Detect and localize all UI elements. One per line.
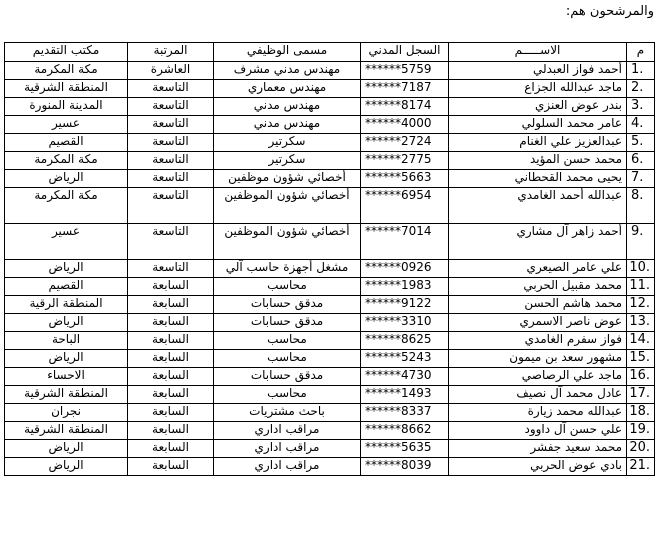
table-row (5, 332, 655, 350)
table-row (5, 80, 655, 98)
cell-num: .11 (627, 278, 655, 296)
cell-job: مدقق حسابات (214, 314, 361, 332)
cell-id: 8174****** (361, 98, 449, 116)
cell-num: .4 (627, 116, 655, 134)
table-row (5, 404, 655, 422)
table-header-row (5, 43, 655, 62)
cell-id: 4730****** (361, 368, 449, 386)
header-job: مسمى الوظيفي (214, 43, 361, 62)
cell-num: .21 (627, 458, 655, 476)
cell-office: المنطقة الشرقية (5, 386, 128, 404)
table-row (5, 314, 655, 332)
cell-num: .2 (627, 80, 655, 98)
table-row (5, 116, 655, 134)
cell-rank: السابعة (128, 314, 214, 332)
cell-job: سكرتير (214, 152, 361, 170)
cell-rank: السابعة (128, 368, 214, 386)
cell-office: الاحساء (5, 368, 128, 386)
header-office: مكتب التقديم (5, 43, 128, 62)
cell-id: 5663****** (361, 170, 449, 188)
cell-rank: التاسعة (128, 98, 214, 116)
table-row (5, 350, 655, 368)
cell-rank: السابعة (128, 386, 214, 404)
cell-rank: السابعة (128, 404, 214, 422)
cell-job: مراقب اداري (214, 458, 361, 476)
table-row (5, 98, 655, 116)
cell-id: 2724****** (361, 134, 449, 152)
cell-rank: التاسعة (128, 260, 214, 278)
cell-job: مهندس مدني مشرف (214, 62, 361, 80)
cell-name: محمد هاشم الحسن (449, 296, 627, 314)
cell-name: ماجد عبدالله الجزاع (449, 80, 627, 98)
cell-id: 5243****** (361, 350, 449, 368)
table-row (5, 458, 655, 476)
cell-job: محاسب (214, 332, 361, 350)
cell-office: الرياض (5, 170, 128, 188)
cell-name: عادل محمد آل نصيف (449, 386, 627, 404)
table-row (5, 440, 655, 458)
cell-office: مكة المكرمة (5, 62, 128, 80)
cell-num: .18 (627, 404, 655, 422)
cell-id: 2775****** (361, 152, 449, 170)
cell-id: 0926****** (361, 260, 449, 278)
cell-name: محمد حسن المؤيد (449, 152, 627, 170)
cell-rank: السابعة (128, 440, 214, 458)
cell-num: .13 (627, 314, 655, 332)
cell-name: أحمد فواز العبدلي (449, 62, 627, 80)
cell-num: .20 (627, 440, 655, 458)
cell-rank: السابعة (128, 350, 214, 368)
cell-job: محاسب (214, 350, 361, 368)
cell-id: 6954****** (361, 188, 449, 224)
cell-num: .10 (627, 260, 655, 278)
cell-rank: التاسعة (128, 134, 214, 152)
cell-job: محاسب (214, 386, 361, 404)
cell-num: .5 (627, 134, 655, 152)
cell-num: .1 (627, 62, 655, 80)
cell-name: عبدالله محمد زيارة (449, 404, 627, 422)
table-row (5, 386, 655, 404)
cell-job: باحث مشتريات (214, 404, 361, 422)
cell-rank: السابعة (128, 422, 214, 440)
table-row (5, 188, 655, 224)
header-name: الاســـــم (449, 43, 627, 62)
cell-num: .17 (627, 386, 655, 404)
cell-num: .8 (627, 188, 655, 224)
cell-job: مدقق حسابات (214, 368, 361, 386)
table-row (5, 368, 655, 386)
cell-name: مشهور سعد بن ميمون (449, 350, 627, 368)
cell-rank: السابعة (128, 278, 214, 296)
candidates-table (4, 42, 655, 476)
cell-office: القصيم (5, 134, 128, 152)
table-row (5, 260, 655, 278)
cell-rank: العاشرة (128, 62, 214, 80)
cell-office: عسير (5, 116, 128, 134)
cell-num: .7 (627, 170, 655, 188)
cell-job: أخصائي شؤون الموظفين (214, 188, 361, 224)
intro-text: والمرشحون هم: (565, 4, 654, 19)
cell-name: ماجد علي الرصاصي (449, 368, 627, 386)
cell-rank: التاسعة (128, 116, 214, 134)
cell-office: مكة المكرمة (5, 188, 128, 224)
cell-name: أحمد زاهر آل مشاري (449, 224, 627, 260)
cell-name: محمد سعيد جفشر (449, 440, 627, 458)
table-row (5, 134, 655, 152)
cell-id: 8039****** (361, 458, 449, 476)
cell-office: الرياض (5, 440, 128, 458)
cell-rank: السابعة (128, 332, 214, 350)
cell-num: .19 (627, 422, 655, 440)
cell-office: المنطقة الرقية (5, 296, 128, 314)
cell-id: 8662****** (361, 422, 449, 440)
cell-name: فواز سفرم الغامدي (449, 332, 627, 350)
cell-name: بندر عوض العنزي (449, 98, 627, 116)
cell-id: 9122****** (361, 296, 449, 314)
cell-job: أخصائي شؤون موظفين (214, 170, 361, 188)
cell-job: مراقب اداري (214, 440, 361, 458)
cell-id: 5635****** (361, 440, 449, 458)
cell-num: .14 (627, 332, 655, 350)
cell-num: .12 (627, 296, 655, 314)
cell-job: مدقق حسابات (214, 296, 361, 314)
cell-id: 8625****** (361, 332, 449, 350)
header-id: السجل المدني (361, 43, 449, 62)
cell-office: الرياض (5, 260, 128, 278)
cell-job: مهندس مدني (214, 98, 361, 116)
cell-job: سكرتير (214, 134, 361, 152)
cell-num: .15 (627, 350, 655, 368)
cell-job: مهندس معماري (214, 80, 361, 98)
table-row (5, 422, 655, 440)
cell-name: عوض ناصر الاسمري (449, 314, 627, 332)
cell-name: علي حسن آل داوود (449, 422, 627, 440)
cell-office: الباحة (5, 332, 128, 350)
cell-name: يحيى محمد القحطاني (449, 170, 627, 188)
cell-rank: السابعة (128, 458, 214, 476)
cell-rank: السابعة (128, 296, 214, 314)
cell-id: 4000****** (361, 116, 449, 134)
cell-rank: التاسعة (128, 152, 214, 170)
cell-num: .16 (627, 368, 655, 386)
cell-id: 1983****** (361, 278, 449, 296)
cell-id: 7014****** (361, 224, 449, 260)
cell-office: الرياض (5, 314, 128, 332)
cell-job: مراقب اداري (214, 422, 361, 440)
cell-name: عبدالله أحمد الغامدي (449, 188, 627, 224)
cell-office: المدينة المنورة (5, 98, 128, 116)
cell-office: القصيم (5, 278, 128, 296)
cell-num: .3 (627, 98, 655, 116)
cell-name: علي عامر الصيعري (449, 260, 627, 278)
cell-id: 3310****** (361, 314, 449, 332)
cell-name: عبدالعزيز علي الغنام (449, 134, 627, 152)
cell-name: بادي عوض الحربي (449, 458, 627, 476)
table-row (5, 278, 655, 296)
cell-office: نجران (5, 404, 128, 422)
cell-job: مهندس مدني (214, 116, 361, 134)
cell-office: الرياض (5, 458, 128, 476)
cell-id: 1493****** (361, 386, 449, 404)
cell-rank: التاسعة (128, 80, 214, 98)
header-rank: المرتبة (128, 43, 214, 62)
cell-office: المنطقة الشرقية (5, 422, 128, 440)
table-row (5, 152, 655, 170)
cell-rank: التاسعة (128, 188, 214, 224)
cell-id: 5759****** (361, 62, 449, 80)
cell-office: عسير (5, 224, 128, 260)
cell-id: 7187****** (361, 80, 449, 98)
table-row (5, 296, 655, 314)
table-row (5, 170, 655, 188)
cell-office: مكة المكرمة (5, 152, 128, 170)
cell-name: محمد مقبيل الحربي (449, 278, 627, 296)
cell-name: عامر محمد السلولي (449, 116, 627, 134)
table-row (5, 224, 655, 260)
cell-office: المنطقة الشرقية (5, 80, 128, 98)
cell-num: .9 (627, 224, 655, 260)
cell-job: محاسب (214, 278, 361, 296)
cell-rank: التاسعة (128, 170, 214, 188)
table-row (5, 62, 655, 80)
cell-job: مشغل أجهزة حاسب آلي (214, 260, 361, 278)
cell-job: أخصائي شؤون الموظفين (214, 224, 361, 260)
header-num: م (627, 43, 655, 62)
cell-id: 8337****** (361, 404, 449, 422)
cell-rank: التاسعة (128, 224, 214, 260)
cell-office: الرياض (5, 350, 128, 368)
cell-num: .6 (627, 152, 655, 170)
